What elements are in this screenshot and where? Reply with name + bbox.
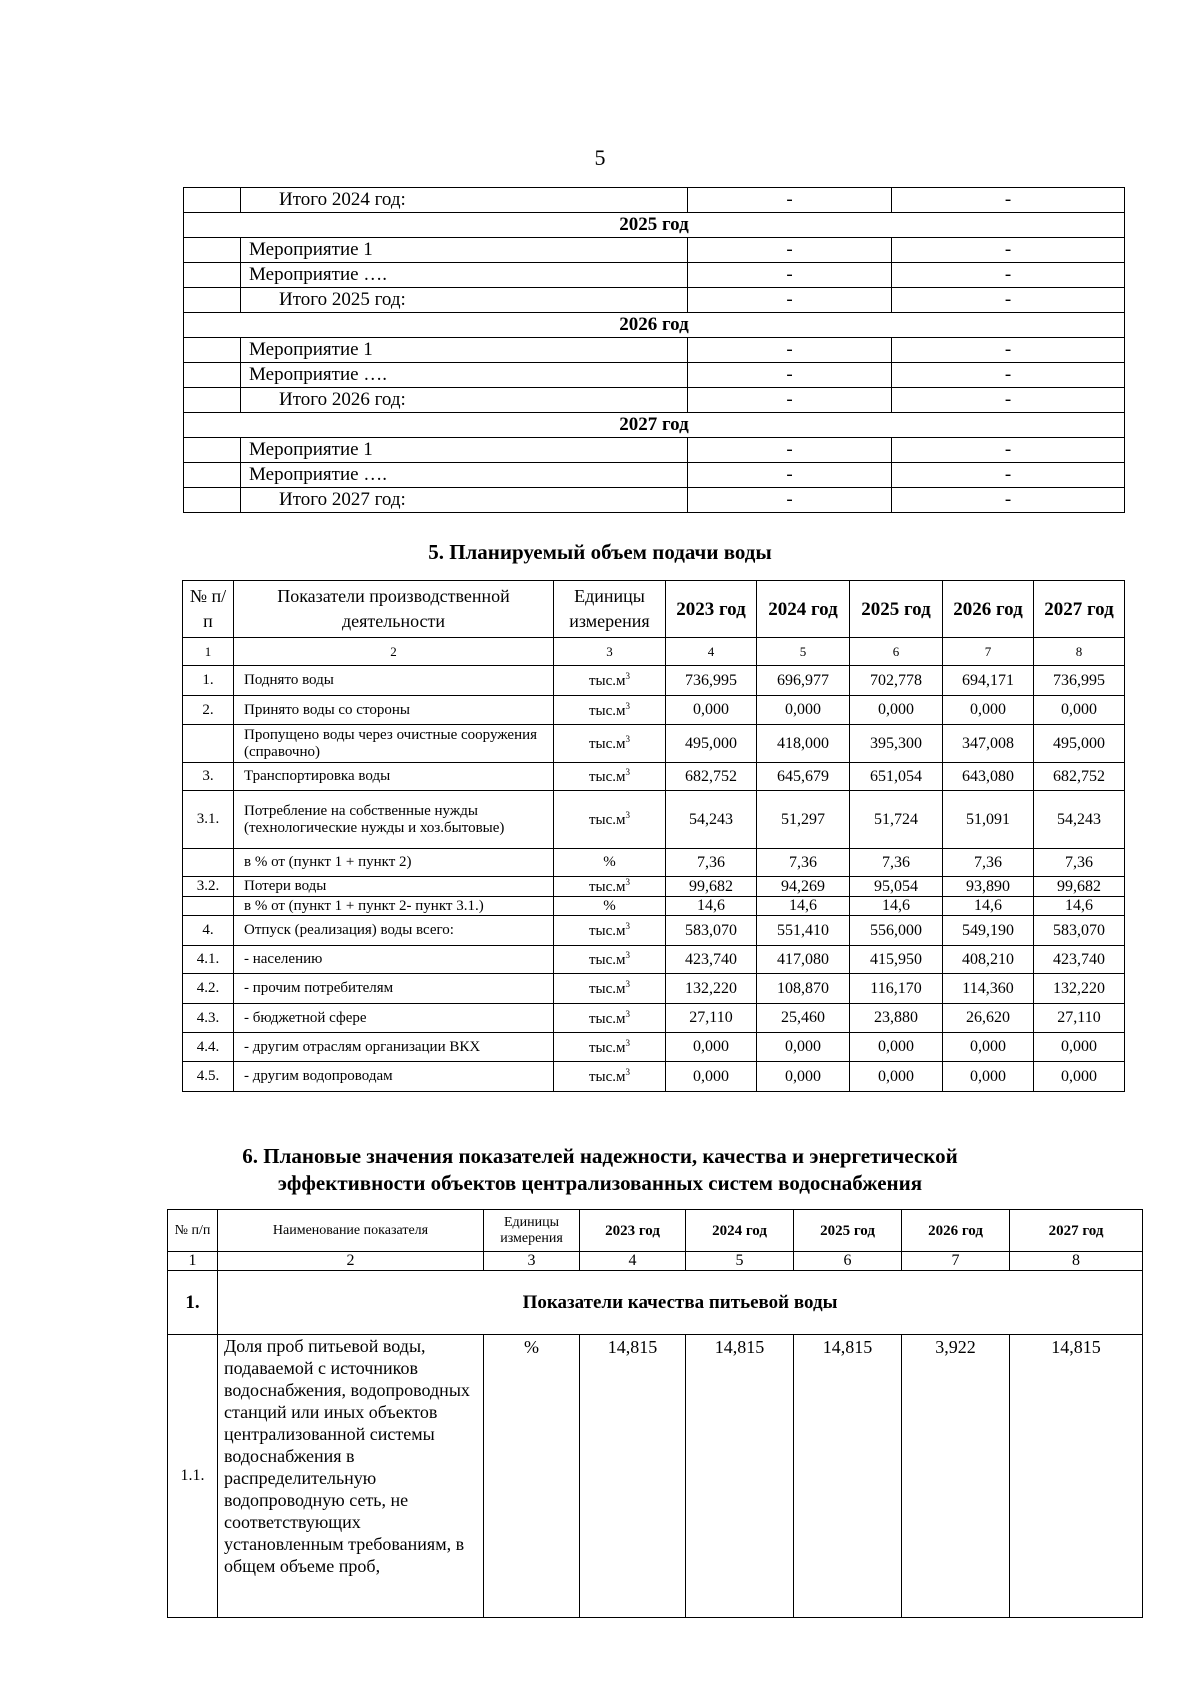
- value-cell: 132,220: [666, 974, 757, 1004]
- measure-value: -: [892, 388, 1125, 413]
- header-unit: Единицы измерения: [484, 1210, 580, 1252]
- value-cell: 14,815: [686, 1335, 794, 1618]
- water-supply-table: [182, 580, 1125, 1092]
- value-cell: 14,6: [1034, 897, 1125, 916]
- indicator-name: Отпуск (реализация) воды всего:: [234, 916, 554, 946]
- table-row: [183, 1062, 1125, 1092]
- measure-name: Мероприятие ….: [241, 263, 688, 288]
- section-6-title-line-2: эффективности объектов централизованных систем водоснабжения: [277, 1171, 923, 1195]
- indicator-name: - другим отраслям организации ВКХ: [234, 1033, 554, 1062]
- indicator-name: Потери воды: [234, 877, 554, 897]
- value-cell: 556,000: [850, 916, 943, 946]
- column-index: 5: [757, 638, 850, 666]
- value-cell: 408,210: [943, 946, 1034, 974]
- value-cell: 14,815: [580, 1335, 686, 1618]
- measure-name: Итого 2026 год:: [241, 388, 688, 413]
- column-index: 8: [1034, 638, 1125, 666]
- value-cell: 14,815: [794, 1335, 902, 1618]
- unit-cell: [554, 849, 666, 877]
- measure-name: Итого 2024 год:: [241, 188, 688, 213]
- value-cell: 682,752: [666, 763, 757, 791]
- measure-row: [184, 463, 1125, 488]
- value-cell: 694,171: [943, 666, 1034, 696]
- value-cell: 0,000: [1034, 1062, 1125, 1092]
- section-label: Показатели качества питьевой воды: [218, 1271, 1143, 1335]
- table-row: [183, 916, 1125, 946]
- value-cell: 114,360: [943, 974, 1034, 1004]
- value-cell: 54,243: [1034, 791, 1125, 849]
- value-cell: 3,922: [902, 1335, 1010, 1618]
- unit-cell: [554, 666, 666, 696]
- header-year: 2023 год: [666, 581, 757, 638]
- year-row: [184, 313, 1125, 338]
- row-number: 4.: [183, 916, 234, 946]
- column-index: 5: [686, 1252, 794, 1271]
- column-index: 2: [234, 638, 554, 666]
- header-indicator: Наименование показателя: [218, 1210, 484, 1252]
- unit-cell: [554, 725, 666, 763]
- measure-name: Мероприятие 1: [241, 338, 688, 363]
- measure-value: -: [688, 463, 892, 488]
- value-cell: 14,815: [1010, 1335, 1143, 1618]
- unit-superscript: 3: [625, 1067, 631, 1077]
- table-row: [183, 849, 1125, 877]
- measure-name: Мероприятие ….: [241, 463, 688, 488]
- value-cell: 54,243: [666, 791, 757, 849]
- unit-text: тыс.м: [588, 1010, 626, 1027]
- row-number: 4.2.: [183, 974, 234, 1004]
- row-number: 3.1.: [183, 791, 234, 849]
- value-cell: 7,36: [943, 849, 1034, 877]
- measure-row: [184, 438, 1125, 463]
- value-cell: 645,679: [757, 763, 850, 791]
- table-row: [183, 974, 1125, 1004]
- value-cell: 495,000: [1034, 725, 1125, 763]
- row-number: 1.: [168, 1271, 218, 1335]
- value-cell: 0,000: [757, 1033, 850, 1062]
- column-index: 3: [554, 638, 666, 666]
- measure-row: [184, 238, 1125, 263]
- unit-text: тыс.м: [588, 673, 626, 689]
- page-number: 5: [594, 145, 606, 170]
- header-year: 2026 год: [943, 581, 1034, 638]
- column-index: 6: [850, 638, 943, 666]
- value-cell: 51,724: [850, 791, 943, 849]
- measure-row: [184, 363, 1125, 388]
- table-row: [183, 725, 1125, 763]
- indicator-name: Потребление на собственные нужды (технологические нужды и хоз.бытовые): [234, 791, 554, 849]
- unit-cell: [554, 763, 666, 791]
- unit-cell: [554, 1062, 666, 1092]
- measure-name: Мероприятие 1: [241, 238, 688, 263]
- value-cell: 95,054: [850, 877, 943, 897]
- column-index: 1: [168, 1252, 218, 1271]
- measure-value: -: [688, 238, 892, 263]
- table-row: [183, 791, 1125, 849]
- value-cell: 7,36: [757, 849, 850, 877]
- measure-name: Мероприятие 1: [241, 438, 688, 463]
- indicator-name: Поднято воды: [234, 666, 554, 696]
- table-row: [183, 696, 1125, 725]
- indicator-name: - населению: [234, 946, 554, 974]
- measure-row: [184, 488, 1125, 513]
- value-cell: 423,740: [666, 946, 757, 974]
- unit-superscript: 3: [625, 671, 631, 681]
- row-number: 4.4.: [183, 1033, 234, 1062]
- measure-value: -: [688, 188, 892, 213]
- year-row: [184, 413, 1125, 438]
- column-index: 2: [218, 1252, 484, 1271]
- column-index-row: [168, 1252, 1143, 1271]
- value-cell: 99,682: [1034, 877, 1125, 897]
- measure-value: -: [688, 263, 892, 288]
- measure-name: Мероприятие ….: [241, 363, 688, 388]
- measure-value: -: [892, 188, 1125, 213]
- value-cell: 418,000: [757, 725, 850, 763]
- table-row: [183, 666, 1125, 696]
- unit-cell: [554, 791, 666, 849]
- value-cell: 549,190: [943, 916, 1034, 946]
- unit-superscript: 3: [625, 950, 631, 960]
- unit-superscript: 3: [625, 734, 631, 744]
- measure-value: -: [892, 438, 1125, 463]
- measure-value: -: [688, 388, 892, 413]
- value-cell: 14,6: [757, 897, 850, 916]
- column-index: 1: [183, 638, 234, 666]
- measure-row: [184, 388, 1125, 413]
- value-cell: 7,36: [1034, 849, 1125, 877]
- row-number: 4.3.: [183, 1004, 234, 1033]
- column-index: 4: [580, 1252, 686, 1271]
- measure-value: -: [892, 363, 1125, 388]
- value-cell: 0,000: [666, 696, 757, 725]
- value-cell: 0,000: [757, 1062, 850, 1092]
- unit-cell: [554, 1004, 666, 1033]
- value-cell: 0,000: [943, 1062, 1034, 1092]
- value-cell: 99,682: [666, 877, 757, 897]
- value-cell: 583,070: [666, 916, 757, 946]
- measure-value: -: [688, 288, 892, 313]
- row-number: 1.1.: [168, 1335, 218, 1618]
- unit-cell: [554, 696, 666, 725]
- column-index-row: [183, 638, 1125, 666]
- value-cell: 7,36: [850, 849, 943, 877]
- value-cell: 93,890: [943, 877, 1034, 897]
- unit-text: тыс.м: [588, 702, 626, 719]
- quality-indicators-table: [167, 1209, 1143, 1618]
- measure-value: -: [892, 463, 1125, 488]
- measure-value: -: [688, 438, 892, 463]
- row-number: 4.5.: [183, 1062, 234, 1092]
- row-number-cell: [184, 338, 241, 363]
- header-num: № п/п: [183, 581, 234, 638]
- unit-cell: [554, 974, 666, 1004]
- row-number-cell: [184, 288, 241, 313]
- measure-value: -: [892, 338, 1125, 363]
- table-row: [183, 877, 1125, 897]
- measure-value: -: [688, 363, 892, 388]
- value-cell: 0,000: [943, 1033, 1034, 1062]
- unit-superscript: 3: [625, 700, 631, 711]
- unit-cell: [554, 1033, 666, 1062]
- table-row: [183, 1004, 1125, 1033]
- unit-superscript: 3: [625, 810, 631, 820]
- unit-text: тыс.м: [588, 952, 626, 968]
- value-cell: 551,410: [757, 916, 850, 946]
- unit-text: тыс.м: [588, 981, 626, 997]
- value-cell: 583,070: [1034, 916, 1125, 946]
- value-cell: 0,000: [850, 696, 943, 725]
- unit-text: %: [603, 897, 616, 914]
- row-number: [183, 897, 234, 916]
- row-number-cell: [184, 363, 241, 388]
- row-number: 1.: [183, 666, 234, 696]
- unit-superscript: 3: [625, 767, 631, 777]
- measure-value: -: [892, 488, 1125, 513]
- row-number: 3.: [183, 763, 234, 791]
- column-index: 7: [943, 638, 1034, 666]
- header-year: 2026 год: [902, 1210, 1010, 1252]
- row-number: [183, 725, 234, 763]
- value-cell: 0,000: [850, 1062, 943, 1092]
- value-cell: 27,110: [1034, 1004, 1125, 1033]
- measure-value: -: [892, 238, 1125, 263]
- row-number-cell: [184, 463, 241, 488]
- header-unit: Единицы измерения: [554, 581, 666, 638]
- value-cell: 116,170: [850, 974, 943, 1004]
- header-year: 2023 год: [580, 1210, 686, 1252]
- unit-text: тыс.м: [588, 769, 626, 785]
- value-cell: 26,620: [943, 1004, 1034, 1033]
- row-number-cell: [184, 388, 241, 413]
- value-cell: 108,870: [757, 974, 850, 1004]
- value-cell: 132,220: [1034, 974, 1125, 1004]
- indicator-name: в % от (пункт 1 + пункт 2): [234, 849, 554, 877]
- measure-row: [184, 288, 1125, 313]
- row-number: 3.2.: [183, 877, 234, 897]
- unit-cell: %: [484, 1335, 580, 1618]
- unit-text: тыс.м: [588, 736, 626, 752]
- table-row: [183, 763, 1125, 791]
- table-row: [183, 897, 1125, 916]
- unit-cell: [554, 946, 666, 974]
- row-number: 4.1.: [183, 946, 234, 974]
- value-cell: 23,880: [850, 1004, 943, 1033]
- unit-text: тыс.м: [588, 1069, 626, 1085]
- indicator-name: Доля проб питьевой воды, подаваемой с источников водоснабжения, водопроводных станций или иных объектов централизованной системы водоснабжения в распределительную водопроводную сеть, не соответствующих установленным требованиям, в общем объеме проб,: [218, 1335, 484, 1618]
- table-row: [168, 1335, 1143, 1618]
- section-6-title: [0, 1143, 1200, 1197]
- value-cell: 395,300: [850, 725, 943, 763]
- unit-superscript: 3: [625, 1037, 631, 1048]
- indicator-name: в % от (пункт 1 + пункт 2- пункт 3.1.): [234, 897, 554, 916]
- indicator-name: - бюджетной сфере: [234, 1004, 554, 1033]
- indicator-name: Пропущено воды через очистные сооружения (справочно): [234, 725, 554, 763]
- row-number-cell: [184, 438, 241, 463]
- value-cell: 651,054: [850, 763, 943, 791]
- unit-text: тыс.м: [588, 879, 626, 895]
- header-num: № п/п: [168, 1210, 218, 1252]
- value-cell: 0,000: [1034, 696, 1125, 725]
- column-index: 7: [902, 1252, 1010, 1271]
- measure-name: Итого 2027 год:: [241, 488, 688, 513]
- measure-row: [184, 263, 1125, 288]
- measure-value: -: [688, 488, 892, 513]
- unit-cell: [554, 897, 666, 916]
- value-cell: 643,080: [943, 763, 1034, 791]
- value-cell: 27,110: [666, 1004, 757, 1033]
- value-cell: 0,000: [757, 696, 850, 725]
- unit-superscript: 3: [625, 921, 631, 931]
- value-cell: 25,460: [757, 1004, 850, 1033]
- unit-text: тыс.м: [588, 1039, 626, 1056]
- measure-row: [184, 188, 1125, 213]
- header-indicator: Показатели производственной деятельности: [234, 581, 554, 638]
- section-5-title: 5. Планируемый объем подачи воды: [428, 540, 772, 564]
- value-cell: 702,778: [850, 666, 943, 696]
- row-number-cell: [184, 188, 241, 213]
- value-cell: 14,6: [666, 897, 757, 916]
- value-cell: 7,36: [666, 849, 757, 877]
- value-cell: 94,269: [757, 877, 850, 897]
- indicator-name: Принято воды со стороны: [234, 696, 554, 725]
- row-number-cell: [184, 238, 241, 263]
- column-index: 3: [484, 1252, 580, 1271]
- column-index: 6: [794, 1252, 902, 1271]
- column-index: 4: [666, 638, 757, 666]
- measure-value: -: [892, 288, 1125, 313]
- value-cell: 0,000: [666, 1062, 757, 1092]
- indicator-name: Транспортировка воды: [234, 763, 554, 791]
- unit-text: %: [603, 854, 616, 870]
- value-cell: 682,752: [1034, 763, 1125, 791]
- header-year: 2024 год: [686, 1210, 794, 1252]
- value-cell: 14,6: [943, 897, 1034, 916]
- measure-value: -: [688, 338, 892, 363]
- year-heading: 2025 год: [184, 213, 1125, 238]
- header-year: 2027 год: [1034, 581, 1125, 638]
- unit-cell: [554, 916, 666, 946]
- unit-superscript: 3: [625, 877, 631, 887]
- unit-text: тыс.м: [588, 812, 626, 828]
- unit-superscript: 3: [625, 979, 631, 989]
- unit-superscript: 3: [625, 1008, 631, 1019]
- value-cell: 347,008: [943, 725, 1034, 763]
- table-row: [183, 946, 1125, 974]
- value-cell: 696,977: [757, 666, 850, 696]
- value-cell: 736,995: [666, 666, 757, 696]
- indicator-name: - прочим потребителям: [234, 974, 554, 1004]
- row-number: 2.: [183, 696, 234, 725]
- section-row: [168, 1271, 1143, 1335]
- unit-cell: [554, 877, 666, 897]
- value-cell: 51,297: [757, 791, 850, 849]
- value-cell: 423,740: [1034, 946, 1125, 974]
- header-year: 2025 год: [794, 1210, 902, 1252]
- row-number: [183, 849, 234, 877]
- unit-text: тыс.м: [588, 923, 626, 939]
- header-year: 2027 год: [1010, 1210, 1143, 1252]
- value-cell: 417,080: [757, 946, 850, 974]
- year-heading: 2027 год: [184, 413, 1125, 438]
- table-row: [183, 1033, 1125, 1062]
- year-row: [184, 213, 1125, 238]
- value-cell: 0,000: [943, 696, 1034, 725]
- value-cell: 0,000: [1034, 1033, 1125, 1062]
- measure-name: Итого 2025 год:: [241, 288, 688, 313]
- value-cell: 0,000: [850, 1033, 943, 1062]
- value-cell: 14,6: [850, 897, 943, 916]
- value-cell: 736,995: [1034, 666, 1125, 696]
- section-6-title-line-1: 6. Плановые значения показателей надежности, качества и энергетической: [242, 1144, 958, 1168]
- year-heading: 2026 год: [184, 313, 1125, 338]
- value-cell: 415,950: [850, 946, 943, 974]
- value-cell: 495,000: [666, 725, 757, 763]
- column-index: 8: [1010, 1252, 1143, 1271]
- header-year: 2025 год: [850, 581, 943, 638]
- row-number-cell: [184, 263, 241, 288]
- measure-row: [184, 338, 1125, 363]
- value-cell: 0,000: [666, 1033, 757, 1062]
- row-number-cell: [184, 488, 241, 513]
- indicator-name: - другим водопроводам: [234, 1062, 554, 1092]
- header-year: 2024 год: [757, 581, 850, 638]
- measure-value: -: [892, 263, 1125, 288]
- value-cell: 51,091: [943, 791, 1034, 849]
- measures-table: [183, 187, 1125, 513]
